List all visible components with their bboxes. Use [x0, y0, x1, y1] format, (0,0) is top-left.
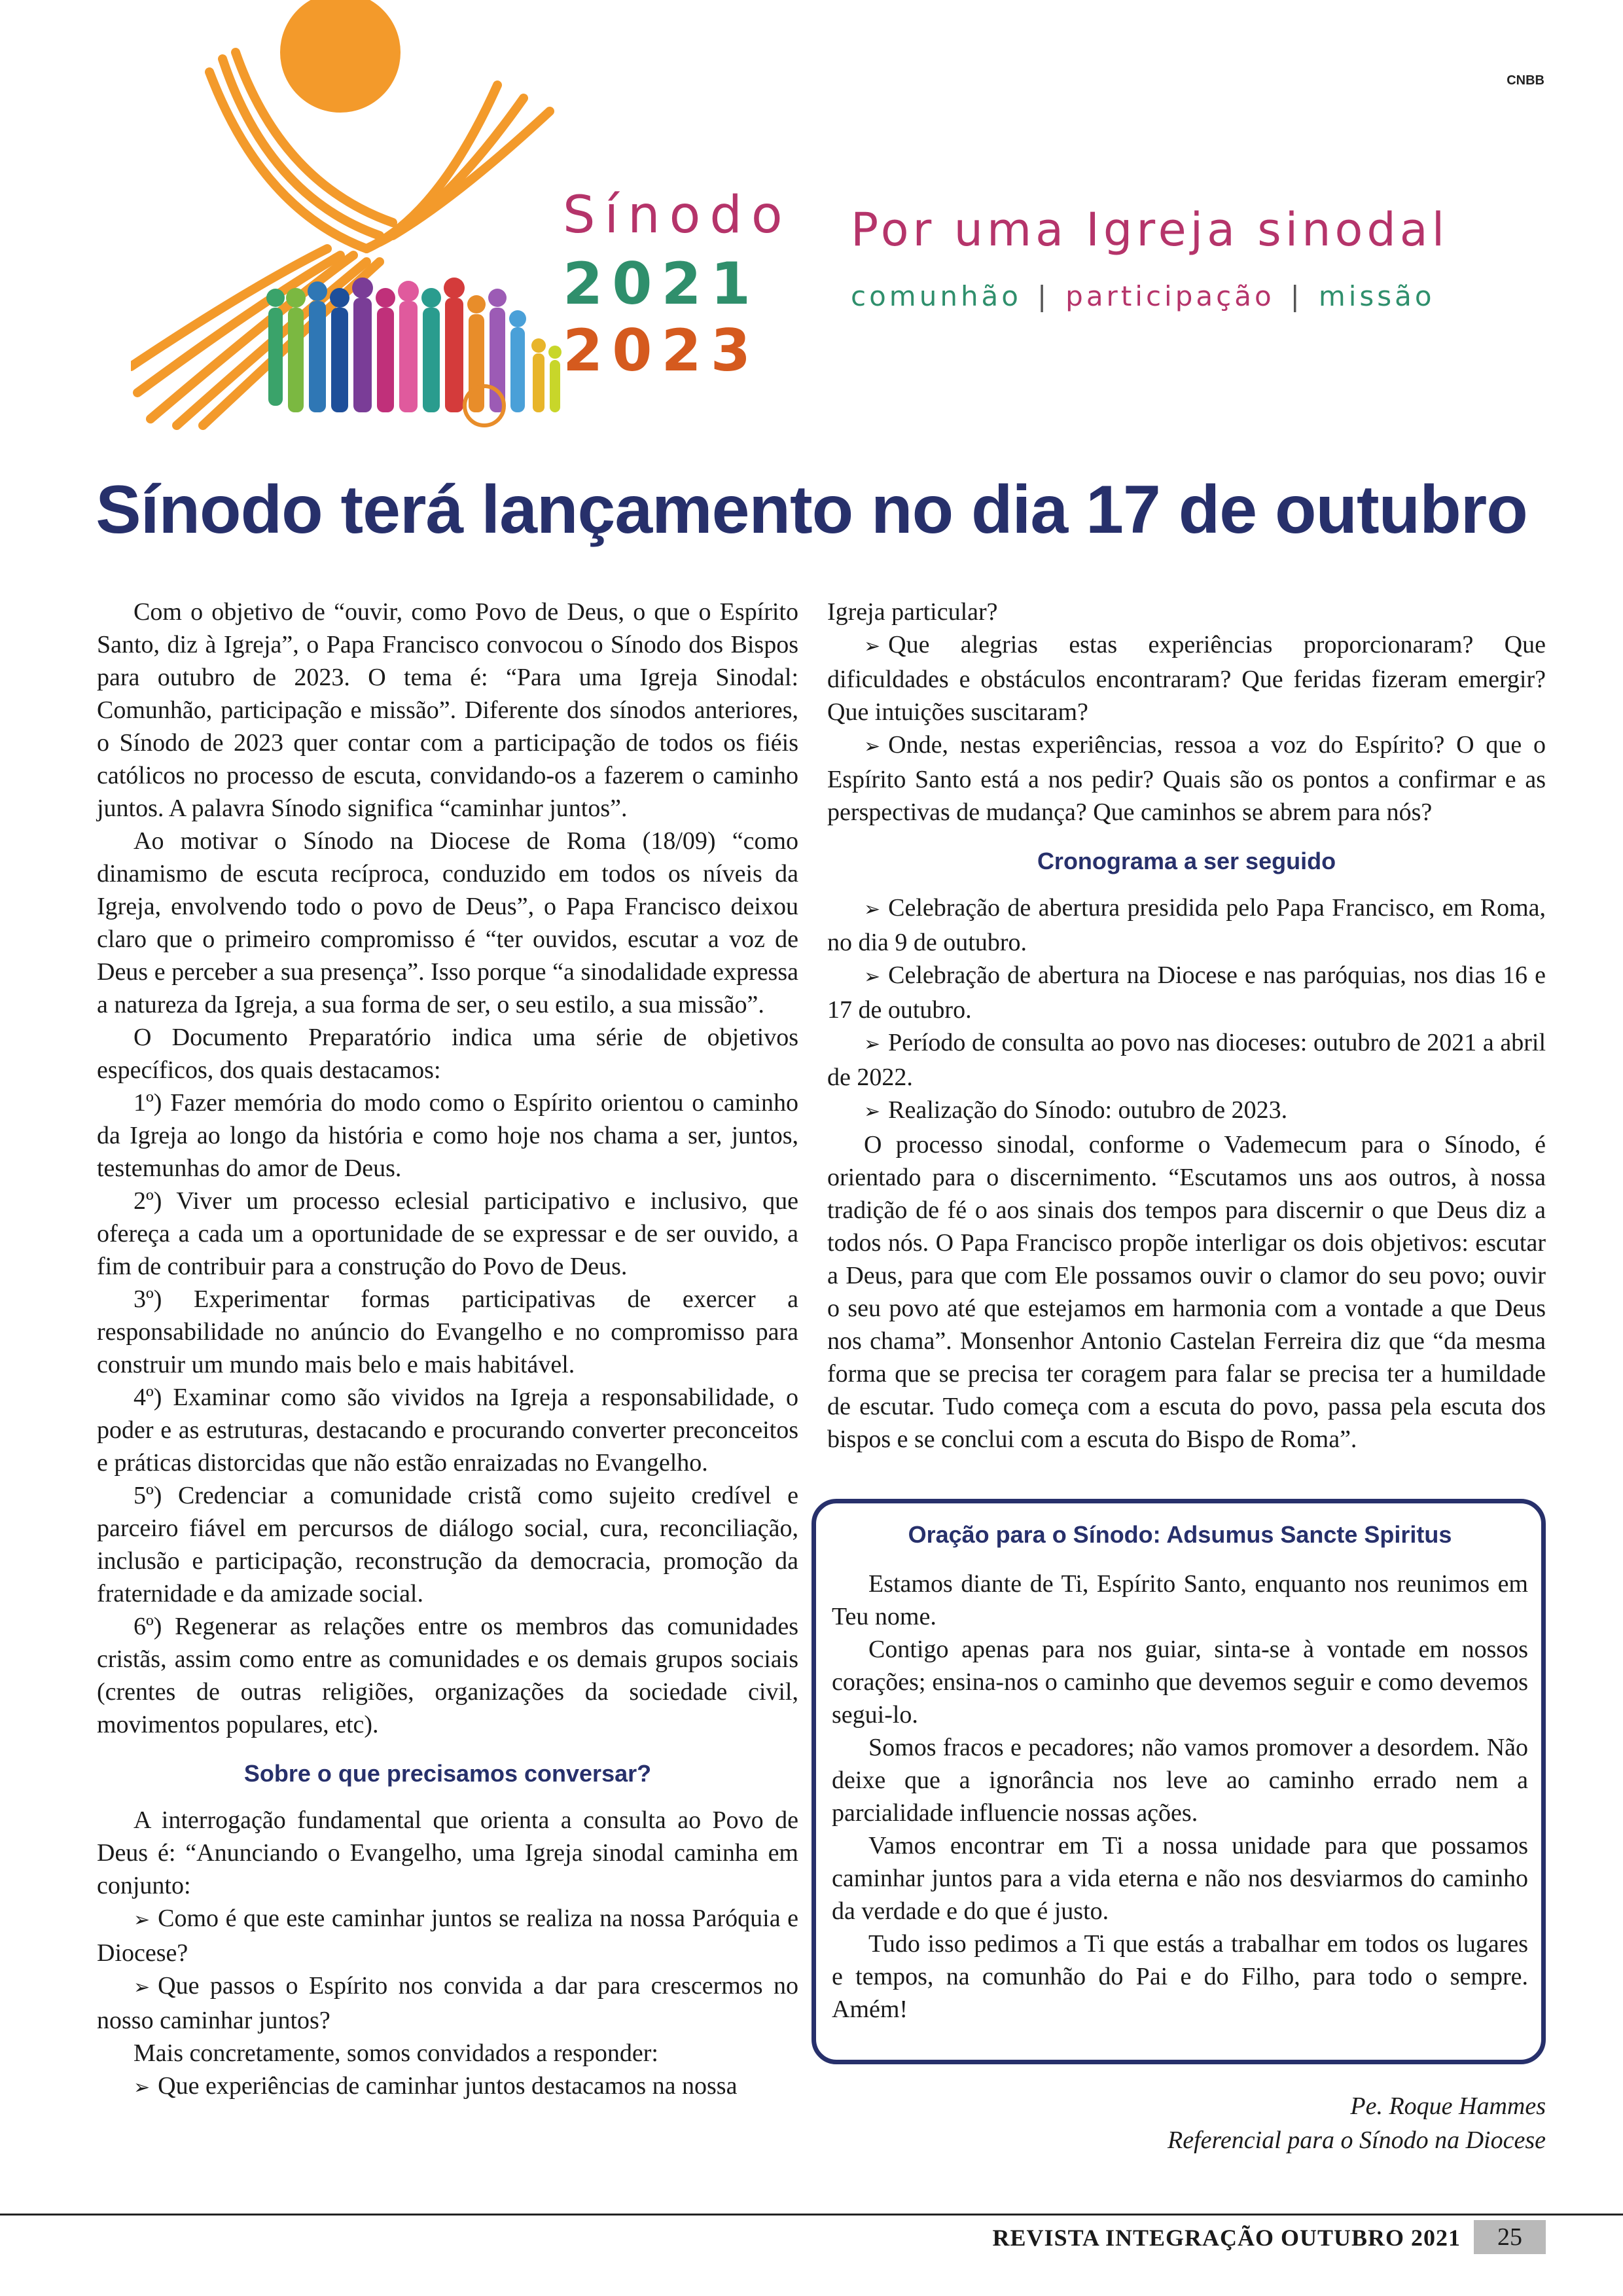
arrowhead-bullet-icon: ➢: [134, 1976, 151, 1999]
tagline-main: Por uma Igreja sinodal: [851, 203, 1449, 257]
bullet-text: Que experiências de caminhar juntos destacamos na nossa: [158, 2072, 738, 2100]
bullet-item: [97, 1902, 798, 1969]
tagline-word-mission: missão: [1318, 280, 1435, 312]
objective-item: 3º) Experimentar formas participativas de exercer a responsabilidade no anúncio do Evangelho e no compromisso para construir um mundo mais belo e mais habitável.: [97, 1285, 798, 1378]
author-signature: [1168, 2089, 1546, 2157]
prayer-paragraph: Estamos diante de Ti, Espírito Santo, enquanto nos reunimos em Teu nome.: [832, 1570, 1528, 1630]
prayer-box: [812, 1499, 1546, 2064]
logo-year-end: 2023: [563, 317, 760, 384]
arrowhead-bullet-icon: ➢: [134, 1909, 151, 1931]
bullet-text: Que passos o Espírito nos convida a dar para crescermos no nosso caminhar juntos?: [97, 1972, 798, 2034]
prayer-paragraph: Tudo isso pedimos a Ti que estás a trabalhar em todos os lugares e tempos, na comunhão do Pai e do Filho, para todo o sempre. Amém!: [832, 1930, 1528, 2023]
paragraph: A interrogação fundamental que orienta a consulta ao Povo de Deus é: “Anunciando o Evangelho, uma Igreja sinodal caminha em conjunto:: [97, 1806, 798, 1899]
sun-circle: [280, 0, 401, 113]
bullet-text: Período de consulta ao povo nas dioceses: outubro de 2021 a abril de 2022.: [827, 1029, 1546, 1091]
paragraph: O processo sinodal, conforme o Vademecum para o Sínodo, é orientado para o discernimento. “Escutamos uns aos outros, à nossa tradição de fé o aos sinais dos tempos para discernir o que Deus diz a todos nós. O Papa Francisco propõe interligar os dois objetivos: escutar a Deus, para que com Ele possamos ouvir o clamor do seu povo; ouvir o seu povo até que estejamos em harmonia com a vontade a que Deus nos chama”. Monsenhor Antonio Castelan Ferreira diz que “da mesma forma que se precisa ter coragem para falar se precisa ter a humildade de escutar. Tudo começa com a escuta do povo, passa pela escuta dos bispos e se conclui com a escuta do Bispo de Roma”.: [827, 1131, 1546, 1453]
tagline-separator: |: [1037, 280, 1050, 312]
author-role: Referencial para o Sínodo na Diocese: [1168, 2126, 1546, 2154]
schedule-item: [827, 1094, 1546, 1128]
bullet-text: Como é que este caminhar juntos se realiza na nossa Paróquia e Diocese?: [97, 1905, 798, 1967]
paragraph: Com o objetivo de “ouvir, como Povo de Deus, o que o Espírito Santo, diz à Igreja”, o Papa Francisco convocou o Sínodo dos Bispos para outubro de 2023. O tema é: “Para uma Igreja Sinodal: Comunhão, participação e missão”. Diferente dos sínodos anteriores, o Sínodo de 2023 quer contar com a participação de todos os fiéis católicos no processo de escuta, convidando-os a fazerem o caminho juntos. A palavra Sínodo significa “caminhar juntos”.: [97, 598, 798, 822]
page-number: 25: [1474, 2220, 1546, 2254]
footer-publication-title: REVISTA INTEGRAÇÃO OUTUBRO 2021: [992, 2225, 1461, 2251]
right-column: [827, 596, 1546, 1456]
paragraph: Mais concretamente, somos convidados a responder:: [134, 2039, 658, 2067]
bullet-text: Celebração de abertura presidida pelo Papa Francisco, em Roma, no dia 9 de outubro.: [827, 894, 1546, 956]
objective-item: 4º) Examinar como são vividos na Igreja a responsabilidade, o poder e as estruturas, destacando e procurando converter preconceitos e práticas distorcidas que não estão enraizadas no Evangelho.: [97, 1384, 798, 1477]
schedule-item: [827, 959, 1546, 1026]
author-name: Pe. Roque Hammes: [1350, 2092, 1546, 2120]
bullet-text: Realização do Sínodo: outubro de 2023.: [888, 1096, 1288, 1124]
arrowhead-bullet-icon: ➢: [134, 2076, 151, 2099]
arrowhead-bullet-icon: ➢: [864, 1100, 881, 1123]
people-silhouettes: [266, 278, 562, 425]
left-column: [97, 596, 798, 2104]
bullet-item: [827, 628, 1546, 728]
logo-wordmark: [563, 186, 792, 384]
prayer-paragraph: Somos fracos e pecadores; não vamos promover a desordem. Não deixe que a ignorância nos leve ao caminho errado nem a parcialidade influencie nossas ações.: [832, 1734, 1528, 1827]
prayer-title: Oração para o Sínodo: Adsumus Sancte Spiritus: [908, 1521, 1452, 1548]
arrowhead-bullet-icon: ➢: [864, 735, 881, 758]
paragraph: Ao motivar o Sínodo na Diocese de Roma (18/09) “como dinamismo de escuta recíproca, conduzido em todos os níveis da Igreja, envolvendo todo o povo de Deus”, o Papa Francisco deixou claro que o primeiro compromisso é “ter ouvidos, escutar a voz de Deus e perceber a sua presença”. Isso porque “a sinodalidade expressa a natureza da Igreja, a sua forma de ser, o seu estilo, a sua missão”.: [97, 827, 798, 1018]
bullet-item: [97, 1969, 798, 2037]
arrowhead-bullet-icon: ➢: [864, 965, 881, 988]
objective-item: 6º) Regenerar as relações entre os membros das comunidades cristãs, assim como entre as comunidades e os demais grupos sociais (crentes de outras religiões, organizações da sociedade civil, movimentos populares, etc).: [97, 1613, 798, 1738]
synod-tagline: [851, 203, 1505, 312]
source-tag: CNBB: [1507, 73, 1544, 88]
logo-year-start: 2021: [563, 250, 760, 317]
paragraph: O Documento Preparatório indica uma série de objetivos específicos, dos quais destacamos:: [97, 1024, 798, 1084]
footer-divider: [0, 2214, 1623, 2215]
arrowhead-bullet-icon: ➢: [864, 1033, 881, 1056]
bullet-text: Que alegrias estas experiências proporcionaram? Que dificuldades e obstáculos encontraram? Que feridas fizeram emergir? Que intuições suscitaram?: [827, 631, 1546, 726]
section-heading: Cronograma a ser seguido: [1037, 848, 1336, 874]
objective-item: 2º) Viver um processo eclesial participativo e inclusivo, que ofereça a cada um a oportunidade de se expressar e de ser ouvido, a fim de contribuir para a construção do Povo de Deus.: [97, 1187, 798, 1280]
paragraph-continuation: Igreja particular?: [827, 598, 998, 626]
section-heading: Sobre o que precisamos conversar?: [243, 1760, 652, 1787]
bullet-text: Celebração de abertura na Diocese e nas paróquias, nos dias 16 e 17 de outubro.: [827, 961, 1546, 1024]
arrowhead-bullet-icon: ➢: [864, 898, 881, 921]
schedule-item: [827, 891, 1546, 959]
tagline-sub: [851, 280, 1505, 312]
bullet-item: [827, 728, 1546, 829]
objective-item: 1º) Fazer memória do modo como o Espírito orientou o caminho da Igreja ao longo da história e como hoje nos chama a ser, juntos, testemunhas do amor de Deus.: [97, 1089, 798, 1182]
tagline-word-participation: participação: [1065, 280, 1275, 312]
article-headline: Sínodo terá lançamento no dia 17 de outubro: [96, 472, 1527, 548]
bullet-text: Onde, nestas experiências, ressoa a voz do Espírito? O que o Espírito Santo está a nos pedir? Quais são os pontos a confirmar e as perspectivas de mudança? Que caminhos se abrem para nós?: [827, 731, 1546, 826]
bullet-item: [97, 2070, 798, 2104]
prayer-paragraph: Vamos encontrar em Ti a nossa unidade para que possamos caminhar juntos para a vida eterna e não nos desviarmos do caminho da verdade e do que é justo.: [832, 1832, 1528, 1925]
arrowhead-bullet-icon: ➢: [864, 635, 881, 658]
tagline-separator: |: [1290, 280, 1303, 312]
schedule-item: [827, 1026, 1546, 1094]
prayer-paragraph: Contigo apenas para nos guiar, sinta-se à vontade em nossos corações; ensina-nos o caminho que devemos seguir e como devemos segui-lo.: [832, 1636, 1528, 1729]
objective-item: 5º) Credenciar a comunidade cristã como sujeito credível e parceiro fiável em percursos de diálogo social, cura, reconciliação, inclusão e participação, reconstrução da democracia, promoção da fraternidade e da amizade social.: [97, 1482, 798, 1607]
logo-word-sinodo: Sínodo: [563, 186, 792, 245]
tagline-word-communion: comunhão: [851, 280, 1022, 312]
